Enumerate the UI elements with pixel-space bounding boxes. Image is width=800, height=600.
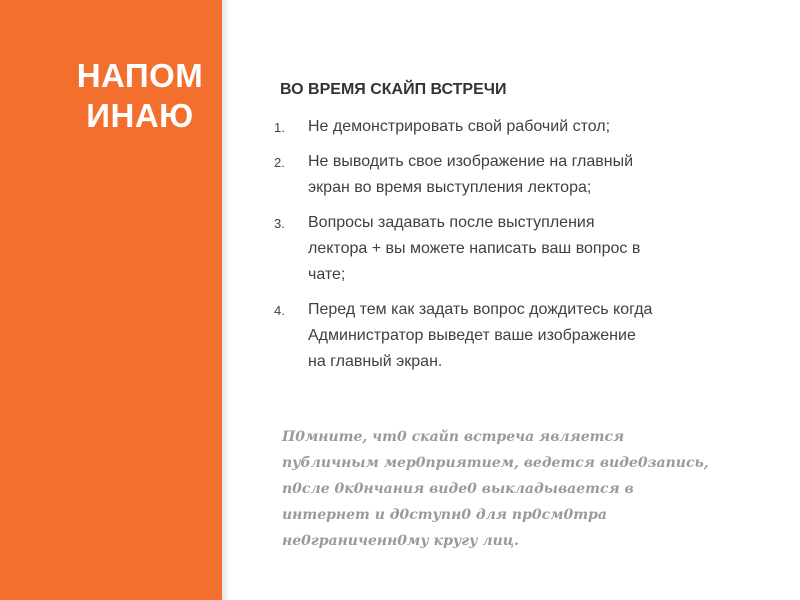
list-item	[270, 297, 750, 375]
list-item-number: 4.	[274, 303, 285, 318]
list-item	[270, 114, 750, 140]
reminder-note: П0мните, чт0 скайп встреча является публичным мер0приятием, ведется виде0запись, п0сле 0к0нчания виде0 выкладывается в интернет и д0ступн0 для пр0см0тра не0граниченн0му кругу лиц.	[282, 429, 709, 549]
reminder-list	[270, 114, 750, 384]
list-item-number: 1.	[274, 120, 285, 135]
list-item-text: Не выводить свое изображение на главный экран во время выступления лектора;	[308, 153, 634, 196]
list-item-number: 2.	[274, 155, 285, 170]
sidebar-shadow	[222, 0, 230, 600]
list-item-text: Вопросы задавать после выступления лектора + вы можете написать ваш вопрос в чате;	[308, 214, 641, 283]
list-item-text: Не демонстрировать свой рабочий стол;	[308, 118, 611, 135]
sidebar-title: НАПОМ ИНАЮ	[76, 57, 204, 134]
list-item-number: 3.	[274, 216, 285, 231]
list-item	[270, 149, 750, 201]
content-heading: ВО ВРЕМЯ СКАЙП ВСТРЕЧИ	[280, 81, 507, 98]
list-item-text: Перед тем как задать вопрос дождитесь когда Администратор выведет ваше изображение на главный экран.	[308, 301, 653, 370]
list-item	[270, 210, 750, 288]
